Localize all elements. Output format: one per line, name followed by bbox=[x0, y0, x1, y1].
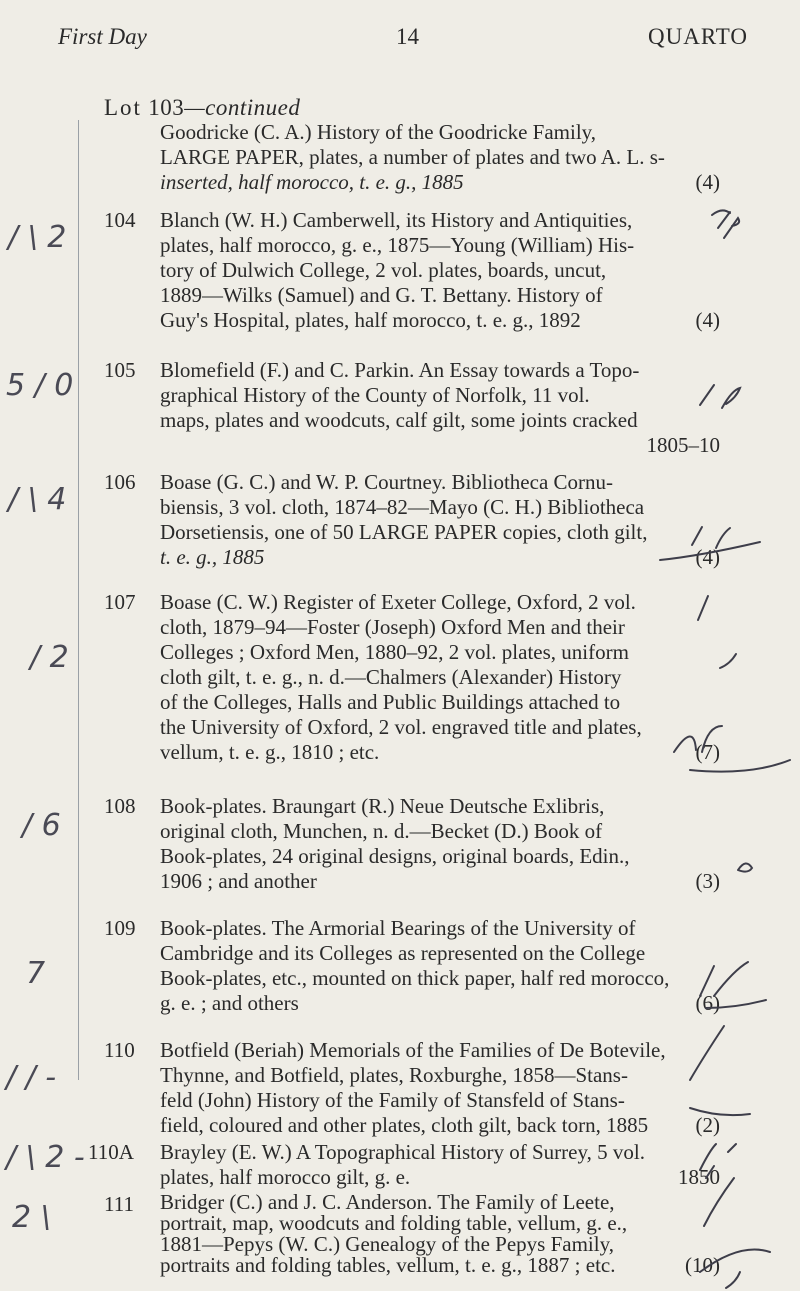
entry-line: 1889—Wilks (Samuel) and G. T. Bettany. History of bbox=[160, 283, 603, 307]
entry-line: plates, half morocco, g. e., 1875—Young (William) His- bbox=[160, 233, 635, 257]
handwritten-margin-mark: 5 / 0 bbox=[6, 368, 74, 403]
entry-line: cloth, 1879–94—Foster (Joseph) Oxford Men and their bbox=[160, 615, 625, 639]
entry-line: Boase (C. W.) Register of Exeter College, Oxford, 2 vol. bbox=[160, 590, 636, 614]
entry-line: Blanch (W. H.) Camberwell, its History and Antiquities, bbox=[160, 208, 633, 232]
entry-line: Cambridge and its Colleges as represented on the College bbox=[160, 941, 646, 965]
item-count: (4) bbox=[695, 170, 720, 194]
handwritten-margin-mark: / \ 2 bbox=[8, 220, 67, 255]
item-count: (6) bbox=[695, 991, 720, 1015]
entry-line: Botfield (Beriah) Memorials of the Families of De Botevile, bbox=[160, 1038, 666, 1062]
margin-rule bbox=[78, 120, 79, 1080]
entry-line: g. e. ; and others bbox=[160, 991, 299, 1015]
handwritten-margin-mark: / / - bbox=[6, 1060, 57, 1095]
lot-number: 108 bbox=[104, 794, 136, 818]
entry-line: Book-plates. The Armorial Bearings of the University of bbox=[160, 916, 636, 940]
entry-line: feld (John) History of the Family of Stansfeld of Stans- bbox=[160, 1088, 625, 1112]
lot-heading bbox=[104, 95, 300, 121]
page-number: 14 bbox=[396, 24, 419, 49]
handwritten-margin-mark: / 2 bbox=[30, 640, 69, 675]
entry-line: graphical History of the County of Norfolk, 11 vol. bbox=[160, 383, 590, 407]
handwritten-stroke bbox=[738, 863, 752, 871]
page-header bbox=[0, 24, 800, 64]
page-format: QUARTO bbox=[648, 24, 749, 49]
entry-line: 1906 ; and another bbox=[160, 869, 317, 893]
handwritten-margin-mark: 2 \ bbox=[12, 1200, 51, 1235]
entry-line: 1881—Pepys (W. C.) Genealogy of the Pepys Family, bbox=[160, 1232, 614, 1256]
lot-number: 109 bbox=[104, 916, 136, 940]
entry-line: LARGE PAPER, plates, a number of plates and two A. L. s- bbox=[160, 145, 665, 169]
item-count: (7) bbox=[695, 740, 720, 764]
entry-line: field, coloured and other plates, cloth gilt, back torn, 1885 bbox=[160, 1113, 649, 1137]
lot-number: 105 bbox=[104, 358, 136, 382]
entry-line: of the Colleges, Halls and Public Buildings attached to bbox=[160, 690, 621, 714]
entry-line: Book-plates, 24 original designs, original boards, Edin., bbox=[160, 844, 630, 868]
lot-continued: —continued bbox=[184, 95, 301, 120]
lot-number: 111 bbox=[104, 1192, 134, 1216]
lot-number: 103 bbox=[148, 95, 185, 120]
item-count: (4) bbox=[695, 308, 720, 332]
entry-line: tory of Dulwich College, 2 vol. plates, boards, uncut, bbox=[160, 258, 607, 282]
lot-number: 110A bbox=[88, 1140, 134, 1164]
entry-line: Brayley (E. W.) A Topographical History of Surrey, 5 vol. bbox=[160, 1140, 645, 1164]
entry-line: the University of Oxford, 2 vol. engraved title and plates, bbox=[160, 715, 642, 739]
entry-line: 1805–10 bbox=[646, 433, 720, 457]
entry-line: portraits and folding tables, vellum, t. e. g., 1887 ; etc. bbox=[160, 1253, 616, 1277]
entry-line: maps, plates and woodcuts, calf gilt, some joints cracked bbox=[160, 408, 638, 432]
item-count: (4) bbox=[695, 545, 720, 569]
entry-line: inserted, half morocco, t. e. g., 1885 bbox=[160, 170, 464, 194]
item-year: 1850 bbox=[678, 1165, 720, 1189]
entry-line: biensis, 3 vol. cloth, 1874–82—Mayo (C. H.) Bibliotheca bbox=[160, 495, 645, 519]
sale-day: First Day bbox=[58, 24, 147, 49]
entry-line: original cloth, Munchen, n. d.—Becket (D.) Book of bbox=[160, 819, 603, 843]
item-count: (2) bbox=[695, 1113, 720, 1137]
entry-line: Thynne, and Botfield, plates, Roxburghe, 1858—Stans- bbox=[160, 1063, 628, 1087]
handwritten-margin-mark: / 6 bbox=[22, 808, 61, 843]
item-count: (10) bbox=[685, 1253, 720, 1277]
lot-number: 104 bbox=[104, 208, 136, 232]
entry-line: Dorsetiensis, one of 50 LARGE PAPER copies, cloth gilt, bbox=[160, 520, 648, 544]
lot-number: 106 bbox=[104, 470, 136, 494]
entry-line: Book-plates, etc., mounted on thick paper, half red morocco, bbox=[160, 966, 670, 990]
lot-number: 107 bbox=[104, 590, 136, 614]
entry-line: Bridger (C.) and J. C. Anderson. The Family of Leete, bbox=[160, 1190, 615, 1214]
handwritten-margin-mark: / \ 2 - bbox=[6, 1140, 85, 1175]
entry-line: t. e. g., 1885 bbox=[160, 545, 265, 569]
lot-number: 110 bbox=[104, 1038, 135, 1062]
entry-line: vellum, t. e. g., 1810 ; etc. bbox=[160, 740, 380, 764]
entry-line: Goodricke (C. A.) History of the Goodricke Family, bbox=[160, 120, 597, 144]
entry-line: Blomefield (F.) and C. Parkin. An Essay towards a Topo- bbox=[160, 358, 640, 382]
entry-line: cloth gilt, t. e. g., n. d.—Chalmers (Alexander) History bbox=[160, 665, 622, 689]
item-count: (3) bbox=[695, 869, 720, 893]
entry-line: portrait, map, woodcuts and folding table, vellum, g. e., bbox=[160, 1211, 628, 1235]
entry-line: Boase (G. C.) and W. P. Courtney. Bibliotheca Cornu- bbox=[160, 470, 614, 494]
entry-line: Colleges ; Oxford Men, 1880–92, 2 vol. plates, uniform bbox=[160, 640, 629, 664]
handwritten-margin-mark: / \ 4 bbox=[8, 482, 67, 517]
entry-line: plates, half morocco gilt, g. e. bbox=[160, 1165, 411, 1189]
entry-line: Book-plates. Braungart (R.) Neue Deutsche Exlibris, bbox=[160, 794, 605, 818]
entry-line: Guy's Hospital, plates, half morocco, t. e. g., 1892 bbox=[160, 308, 581, 332]
handwritten-margin-mark: 7 bbox=[26, 956, 46, 991]
lot-word: Lot bbox=[104, 95, 142, 120]
